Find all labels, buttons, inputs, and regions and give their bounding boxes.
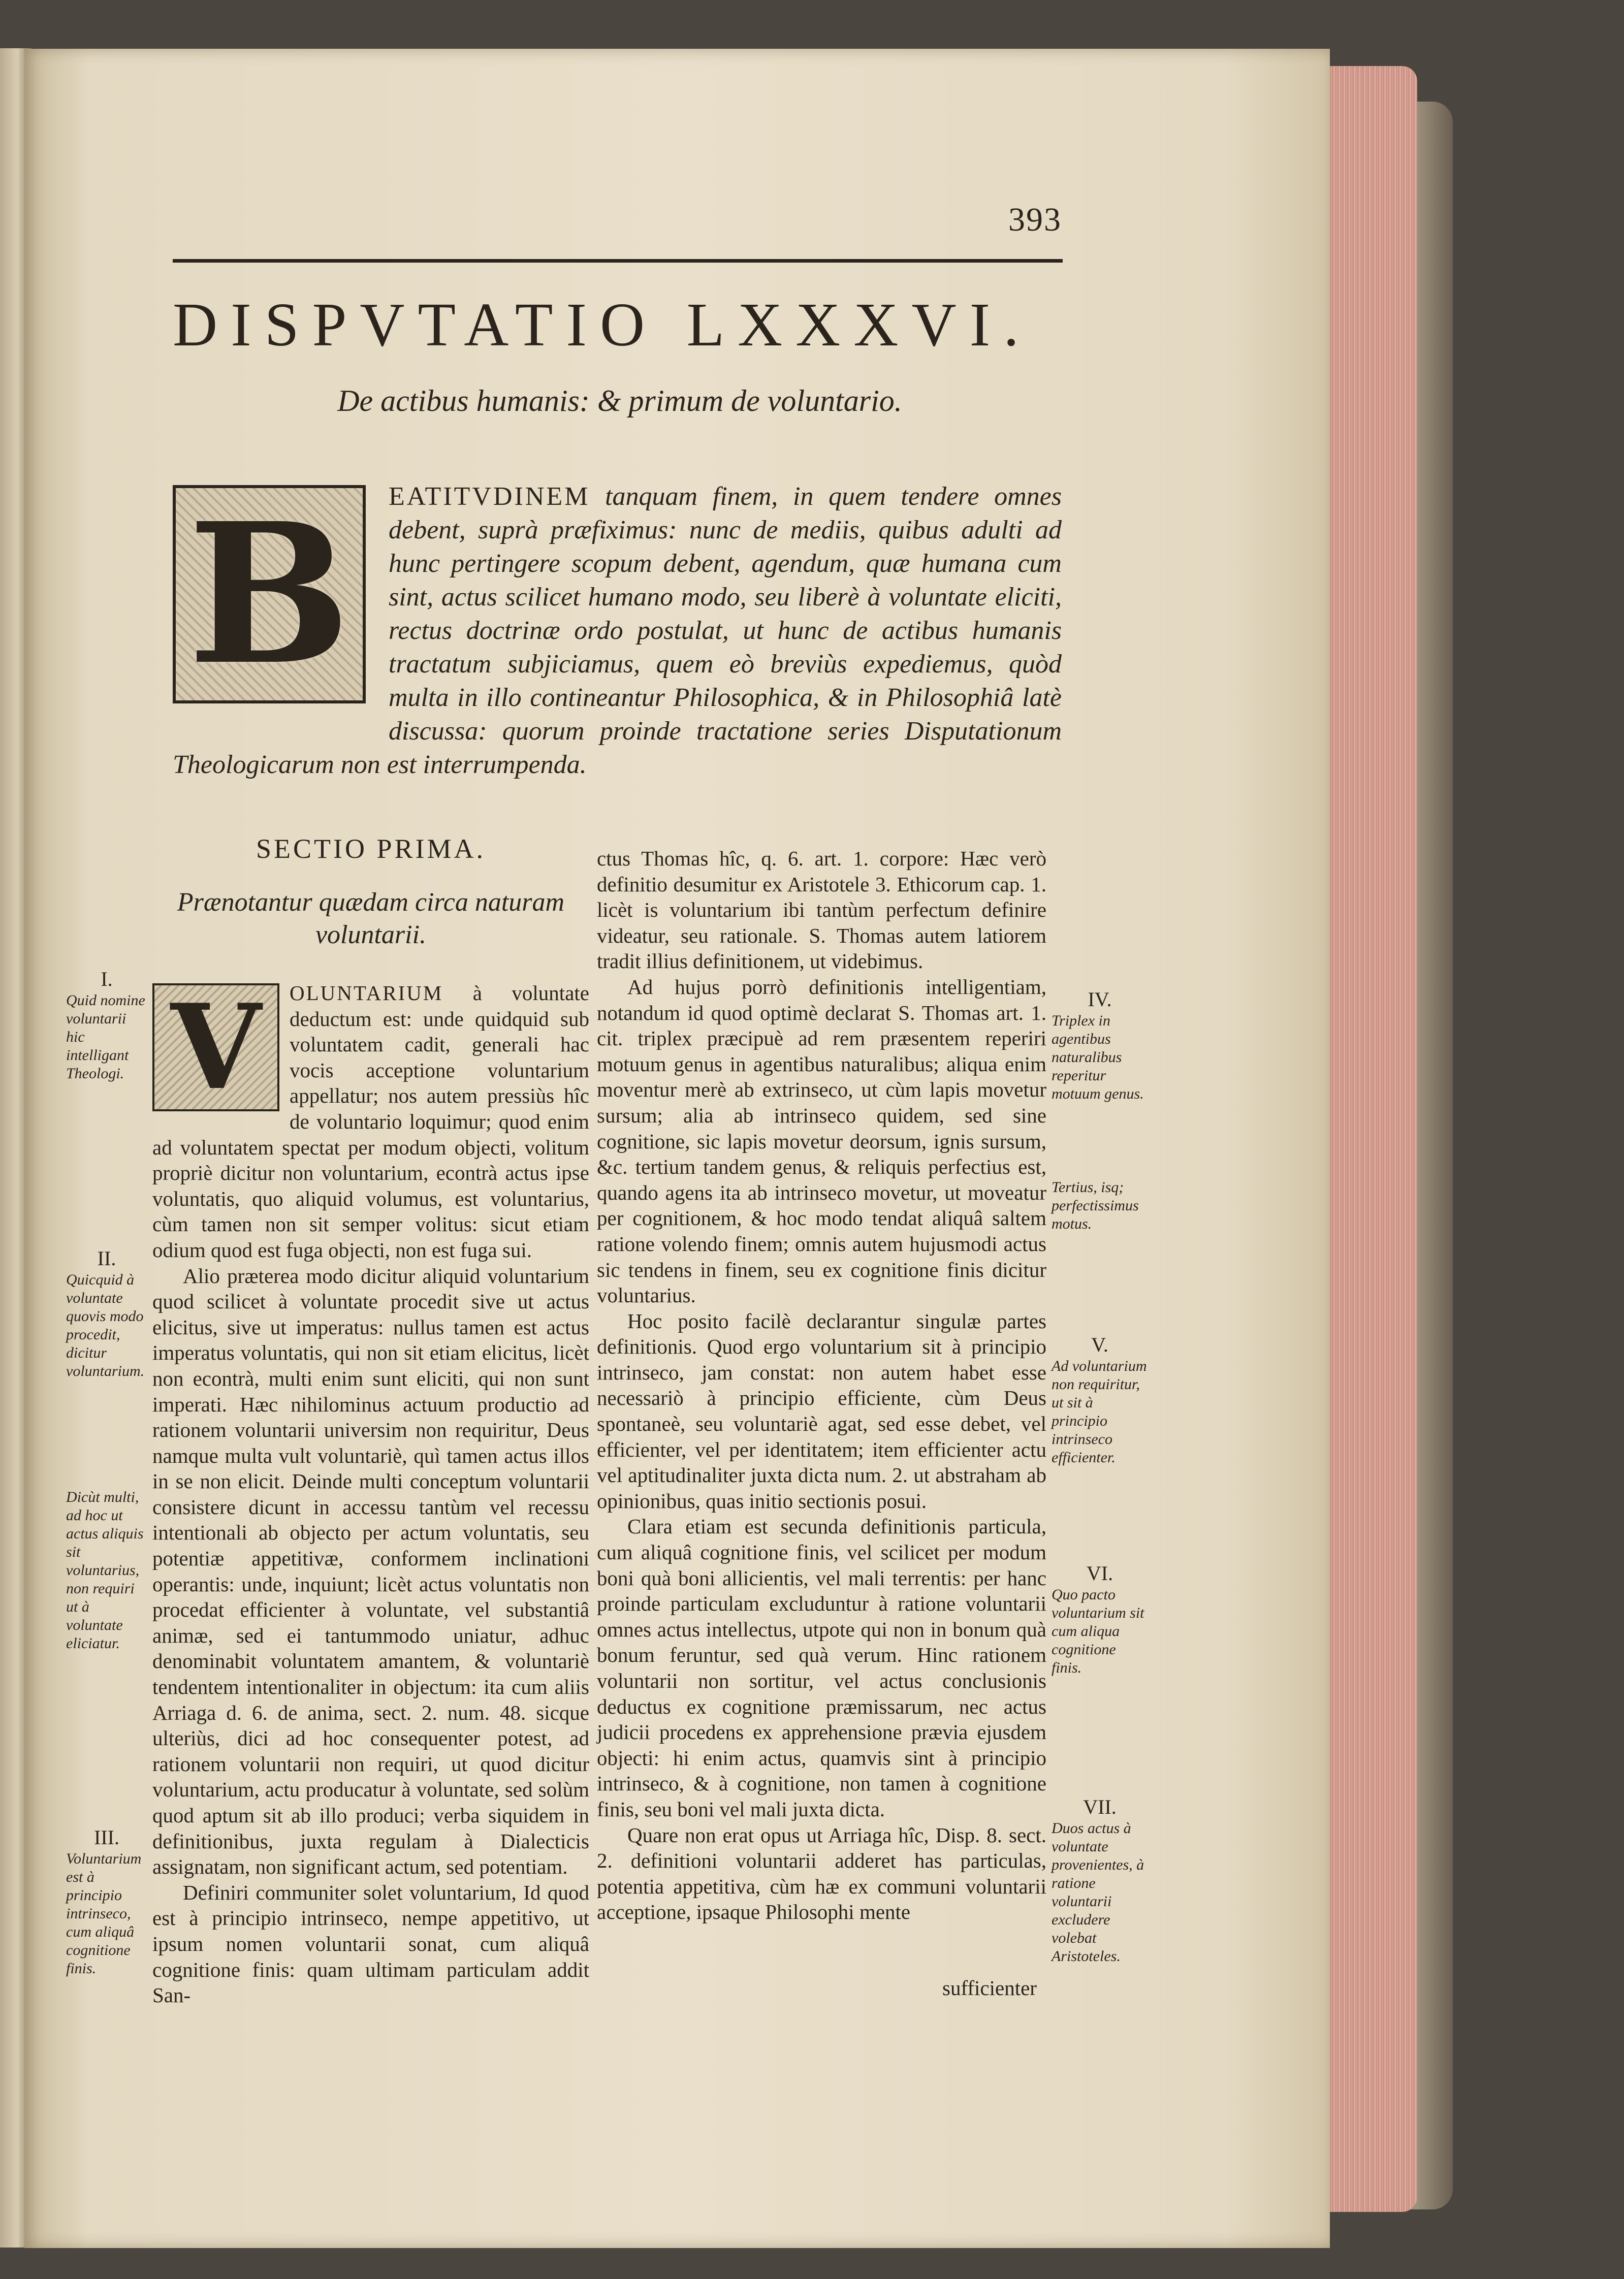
margin-note-right — [1052, 1564, 1148, 1677]
margin-note-text: Quo pacto voluntarium sit cum aliqua cognitione finis. — [1052, 1586, 1144, 1676]
left-paragraph-1-text: à voluntate deductum est: unde quidquid sub voluntatem cadit, generali hac vocis acceptione voluntarium appellatur; nos autem pressiùs hîc de voluntario loquimur; quod enim ad voluntatem spectat per modum objecti, volitum propriè dicitur non voluntarium, econtrà actus ipse voluntatis, quo aliquid volumus, est voluntarius, cùm tamen non sit semper volitus: sicut etiam odium quod est fuga objecti, non est fuga sui. — [152, 981, 589, 1262]
margin-note-text: Dicùt multi, ad hoc ut actus aliquis sit voluntarius, non requiri ut à voluntate eliciatur. — [66, 1489, 144, 1652]
margin-note-number: III. — [94, 1826, 119, 1849]
right-paragraph-4: Quare non erat opus ut Arriaga hîc, Disp. 8. sect. 2. definitioni voluntarii adderet has particulas, potentia appetitiva, cùm hæ ex communi voluntarii acceptione, ipsaque Philosophi mente — [597, 1823, 1046, 1924]
right-paragraph-1: Ad hujus porrò definitionis intelligentiam, notandum id quod optimè declarat S. Thomas art. 1. cit. triplex præcipuè ad rem præsentem reperiri motuum genus in agentibus naturalibus; aliqua enim moventur merè ab extrinseco, ut cùm lapis movetur sursum; alia ab intrinseco quidem, sed sine cognitione, sic lapis movetur deorsum, ignis sursum, &c. tertium tandem genus, & reliquis perfectius est, quando agens ita ab intrinseco movetur, ut moveatur per cognitionem, & hoc modo tendat aliquâ saltem ratione volendo finem; omnis autem hujusmodi actus sic tendens in finem, seu ex cognitione finis dicitur voluntarius. — [597, 975, 1046, 1307]
margin-note-number: I. — [101, 968, 113, 990]
right-paragraph-2: Hoc posito facilè declarantur singulæ partes definitionis. Quod ergo voluntarium sit à principio intrinseco, jam constat: non autem habet esse necessariò à principio efficiente, cùm Deus spontaneè, seu voluntariè agat, sed esse debet, vel efficienter, vel per identitatem; item efficienter actu vel aptitudinaliter juxta dicta num. 2. ut abstraham ab opinionibus, quas initio sectionis posui. — [597, 1309, 1046, 1513]
page-title: DISPVTATIO LXXXVI. — [173, 291, 1032, 359]
margin-note-text: Duos actus à voluntate provenientes, à ratione voluntarii excludere volebat Aristoteles. — [1052, 1820, 1144, 1965]
left-lead-word: OLUNTARIUM — [290, 981, 443, 1005]
margin-note-number: VII. — [1083, 1795, 1117, 1818]
intro-lead-word: EATITVDINEM — [389, 482, 590, 511]
margin-note-left — [66, 1828, 147, 1978]
intro-text: tanquam finem, in quem tendere omnes debent, suprà præfiximus: nunc de mediis, quibus adulti ad hunc pertingere scopum debent, agendum, quæ humana cum sint, actus scilicet humano modo, seu liberè à voluntate eliciti, rectus doctrinæ ordo postulat, ut hunc de actibus humanis tractatum subjiciamus, quem eò breviùs expediemus, quòd multa in illo contineantur Philosophica, & in Philosophiâ latè discussa: quorum proinde tractatione series Disputationum Theologicarum non est interrumpenda. — [173, 482, 1062, 779]
margin-note-text: Quid nomine voluntarii hic intelligant Theologi. — [66, 992, 145, 1082]
catchword: sufficienter — [942, 1976, 1037, 2000]
margin-note-left — [66, 1249, 147, 1381]
initial-b-letter: B — [187, 480, 351, 708]
margin-note-text: Quicquid à voluntate quovis modo procedit, dicitur voluntarium. — [66, 1271, 145, 1379]
margin-note-left — [66, 970, 147, 1083]
decorated-initial-b — [173, 480, 366, 708]
margin-note-right — [1052, 990, 1148, 1103]
margin-note-left — [66, 1488, 147, 1653]
decorated-initial-v — [152, 979, 279, 1116]
margin-note-right — [1052, 1795, 1148, 1966]
left-paragraph-2: Alio præterea modo dicitur aliquid voluntarium quod scilicet à voluntate procedit sive ut actus elicitus, sive ut imperatus: nullus tamen est actus imperatus voluntatis, qui non sit etiam elicitus, licèt non econtrà, multi enim sunt eliciti, qui non sunt imperati. Hæc nihilominus actuum productio ad rationem voluntarii universim non requiritur, Deus namque multa vult voluntariè, quì tamen actus illos in se non elicit. Deinde multi conceptum voluntarii consistere dicunt in accessu tantùm vel recessu intentionali ab objecto per actum voluntatis, seu potentiæ appetitivæ, conformem inclinationi operantis: unde, inquiunt; licèt actus voluntatis non procedat efficienter à voluntate, vel substantiâ animæ, sed ei tantummodo uniatur, adhuc denominabit voluntatem amantem, & voluntariè tendentem intentionaliter in objectum: ita cum aliis Arriaga d. 6. de anima, sect. 2. num. 48. sicque ulteriùs, dici ad hoc consequenter potest, ad rationem voluntarii non requiri, ut quod dicitur voluntarium, actu producatur à voluntate, sed solùm quod aptum sit ab illo produci; verba siquidem in definitionibus, juxta regulam à Dialecticis assignatam, non significant actum, sed potentiam. — [152, 1264, 589, 1879]
margin-note-number: V. — [1091, 1333, 1108, 1356]
margin-note-text: Ad voluntarium non requiritur, ut sit à principio intrinseco efficienter. — [1052, 1358, 1147, 1466]
page-subtitle: De actibus humanis: & primum de voluntario. — [337, 384, 902, 418]
margin-note-right — [1052, 1178, 1148, 1233]
left-paragraph-3: Definiri communiter solet voluntarium, Id quod est à principio intrinseco, nempe appetitivo, ut ipsum nomen voluntarii sonat, cum aliquâ cognitione finis: quam ultimam particulam addit San- — [152, 1880, 589, 2007]
initial-v-letter: V — [170, 979, 262, 1116]
right-column — [597, 846, 1046, 1925]
left-column — [152, 980, 589, 2008]
header-rule — [173, 259, 1063, 263]
section-subtitle: Prænotantur quædam circa naturam voluntarii. — [177, 888, 565, 949]
page-number: 393 — [1008, 201, 1062, 238]
margin-note-number: VI. — [1086, 1562, 1113, 1585]
right-paragraph-0: ctus Thomas hîc, q. 6. art. 1. corpore: Hæc verò definitio desumitur ex Aristotele 3. Ethicorum cap. 1. licèt is voluntarium ibi tantùm perfectum definire videatur, seu rationale. S. Thomas autem latiorem tradit illius definitionem, ut videbimus. — [597, 847, 1046, 973]
margin-note-text: Tertius, isq; perfectissimus motus. — [1052, 1179, 1139, 1232]
margin-note-text: Triplex in agentibus naturalibus reperitur motuum genus. — [1052, 1012, 1144, 1102]
margin-note-number: IV. — [1088, 988, 1112, 1011]
margin-note-number: II. — [97, 1247, 116, 1270]
margin-note-text: Voluntarium est à principio intrinseco, cum aliquâ cognitione finis. — [66, 1850, 142, 1977]
margin-note-right — [1052, 1333, 1148, 1467]
section-heading: SECTIO PRIMA. — [256, 833, 486, 864]
right-paragraph-3: Clara etiam est secunda definitionis particula, cum aliquâ cognitione finis, vel scilicet per modum boni quà boni allicientis, vel mali terrentis: per hanc proinde particulam excluduntur à ratione voluntarii omnes actus intellectus, utpote qui non in bonum quà bonum feruntur, sed quà verum. Hinc rationem voluntarii non sortitur, vel actus conclusionis deductus ex cognitione præmissarum, nec actus judicii procedens ex apprehensione prævia ejusdem objecti: hi enim actus, quamvis sint à principio intrinseco, & à cognitione, non tamen à cognitione finis, seu boni vel mali juxta dicta. — [597, 1515, 1046, 1821]
